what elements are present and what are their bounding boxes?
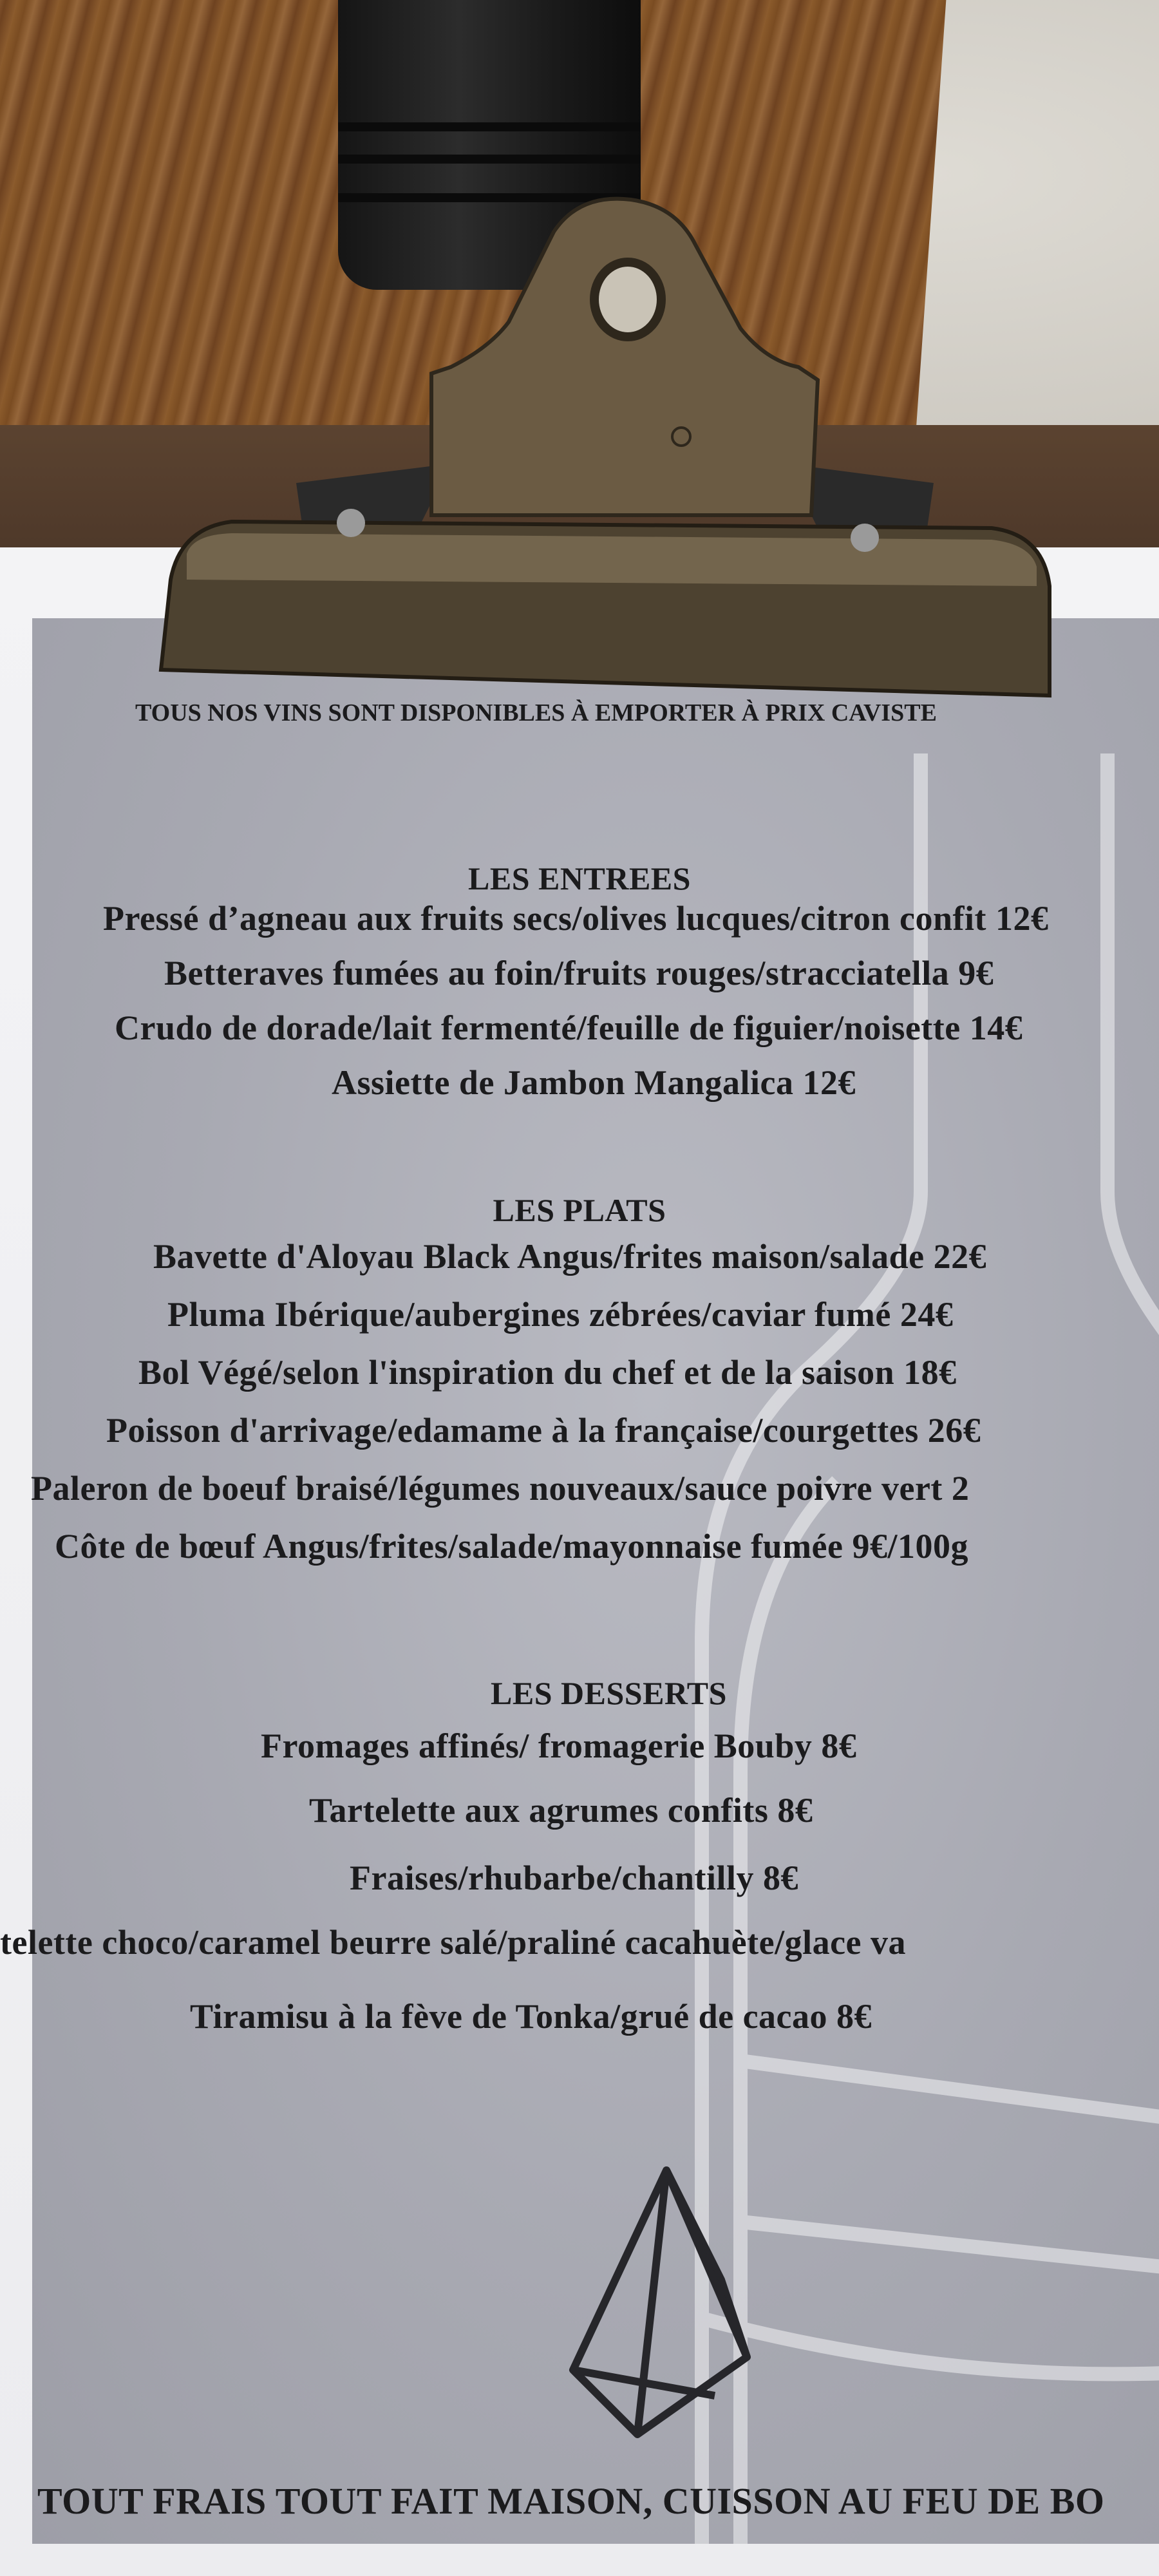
- menu-item: Poisson d'arrivage/edamame à la française/courgettes 26€: [106, 1411, 981, 1450]
- footer-slogan: TOUT FRAIS TOUT FAIT MAISON, CUISSON AU FEU DE BO: [37, 2480, 1105, 2522]
- menu-item: Pluma Ibérique/aubergines zébrées/caviar fumé 24€: [167, 1295, 954, 1334]
- menu-item: Fraises/rhubarbe/chantilly 8€: [350, 1859, 799, 1897]
- menu-item: telette choco/caramel beurre salé/praliné cacahuète/glace va: [0, 1923, 907, 1962]
- menu-item: Paleron de boeuf braisé/légumes nouveaux/sauce poivre vert 2: [31, 1469, 970, 1508]
- diamond-logo-icon: [560, 2164, 766, 2447]
- menu-item: Bol Végé/selon l'inspiration du chef et de la saison 18€: [138, 1353, 957, 1392]
- section-title-desserts: LES DESSERTS: [491, 1675, 727, 1711]
- menu-item: Fromages affinés/ fromagerie Bouby 8€: [261, 1727, 857, 1765]
- menu-item: Tiramisu à la fève de Tonka/grué de cacao 8€: [190, 1997, 872, 2036]
- menu-item: Assiette de Jambon Mangalica 12€: [332, 1063, 856, 1102]
- menu-item: Betteraves fumées au foin/fruits rouges/stracciatella 9€: [164, 954, 994, 992]
- menu-item: Tartelette aux agrumes confits 8€: [309, 1791, 813, 1830]
- wine-takeaway-notice: TOUS NOS VINS SONT DISPONIBLES À EMPORTER À PRIX CAVISTE: [135, 699, 937, 726]
- menu-item: Crudo de dorade/lait fermenté/feuille de figuier/noisette 14€: [115, 1009, 1023, 1047]
- menu-item: Côte de bœuf Angus/frites/salade/mayonnaise fumée 9€/100g: [55, 1527, 968, 1566]
- menu-item: Bavette d'Aloyau Black Angus/frites maison/salade 22€: [153, 1237, 987, 1276]
- section-title-entrees: LES ENTREES: [468, 860, 691, 896]
- menu-item: Pressé d’agneau aux fruits secs/olives lucques/citron confit 12€: [103, 899, 1049, 938]
- section-title-plats: LES PLATS: [493, 1192, 666, 1228]
